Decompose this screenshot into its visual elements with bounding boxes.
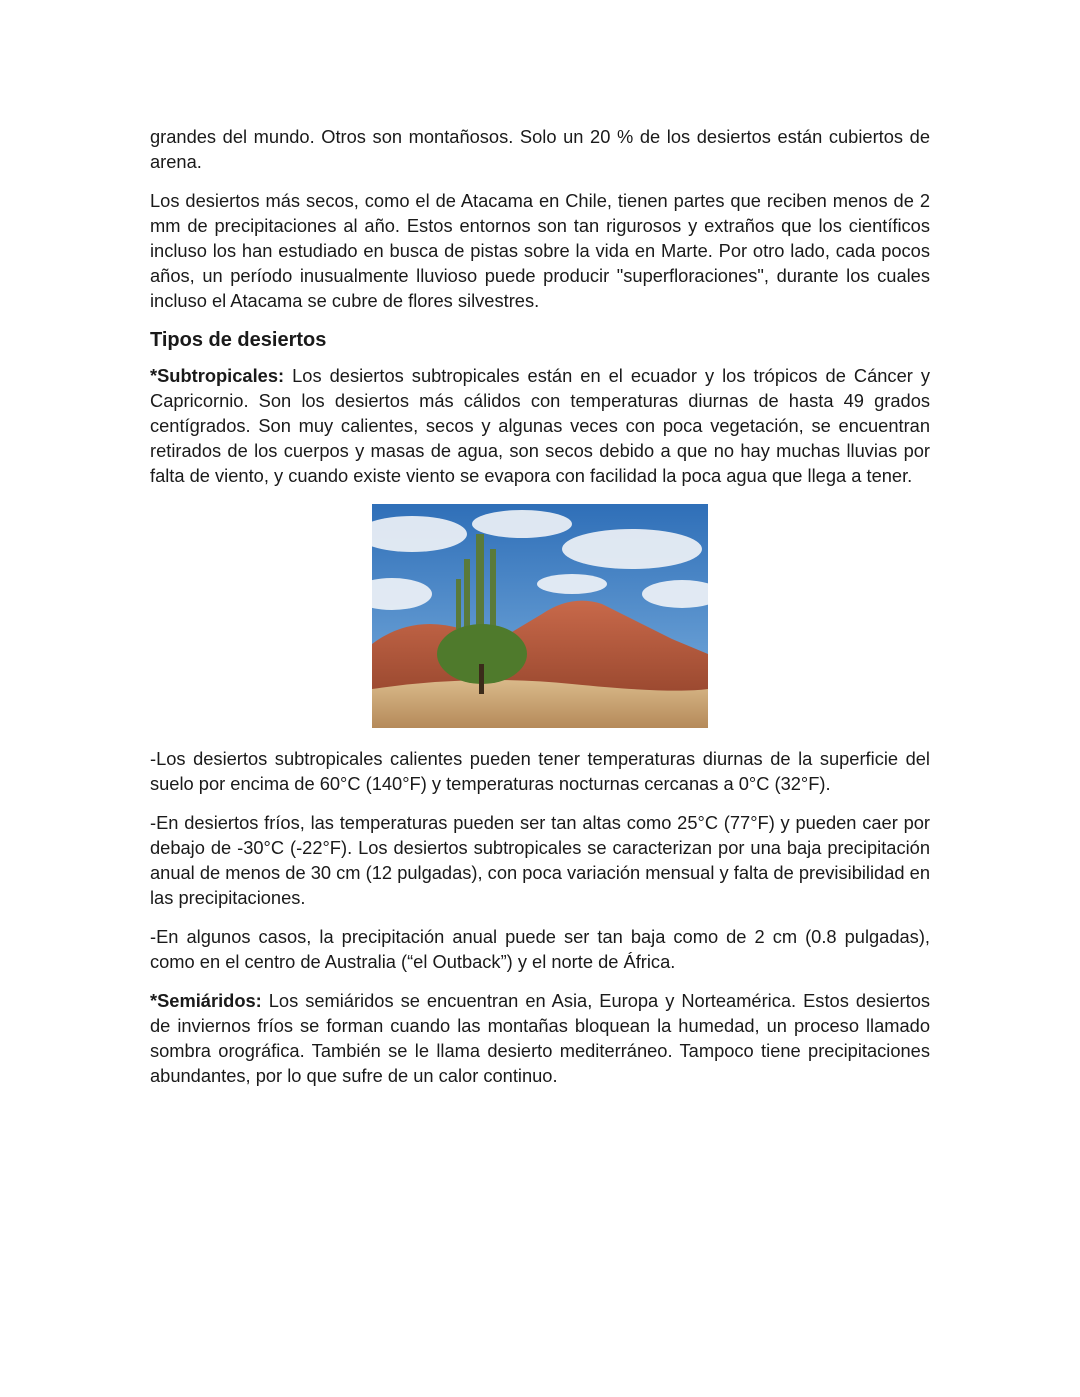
term-label: *Subtropicales: [150, 365, 285, 386]
paragraph-intro: grandes del mundo. Otros son montañosos. Solo un 20 % de los desiertos están cubiertos de arena. [150, 126, 930, 172]
term-text: Los desiertos subtropicales están en el ecuador y los trópicos de Cáncer y Capricornio. Son los desiertos más cálidos con temperaturas diurnas de hasta 49 grados centígrados. Son muy calientes, secos y algunas veces con poca vegetación, se encuentran retirados de los cuerpos y masas de agua, son secos debido a que no hay muchas lluvias por falta de viento, y cuando existe viento se evapora con facilidad la poca agua que llega a tener. [150, 365, 930, 486]
paragraph-semiaridos [150, 988, 930, 1088]
paragraph-atacama: Los desiertos más secos, como el de Atacama en Chile, tienen partes que reciben menos de 2 mm de precipitaciones al año. Estos entornos son tan rigurosos y extraños que los científicos incluso los han estudiado en busca de pistas sobre la vida en Marte. Por otro lado, cada pocos años, un período inusualmente lluvioso puede producir "superfloraciones", durante los cuales incluso el Atacama se cubre de flores silvestres. [150, 190, 930, 311]
section-heading: Tipos de desiertos [150, 329, 327, 351]
document-page [150, 124, 930, 1102]
desert-photo [372, 504, 708, 728]
paragraph-bullet-2: -En desiertos fríos, las temperaturas pueden ser tan altas como 25°C (77°F) y pueden caer por debajo de -30°C (-22°F). Los desiertos subtropicales se caracterizan por una baja precipitación anual de menos de 30 cm (12 pulgadas), con poca variación mensual y falta de previsibilidad en las precipitaciones. [150, 812, 930, 908]
paragraph-bullet-1: -Los desiertos subtropicales calientes pueden tener temperaturas diurnas de la superficie del suelo por encima de 60°C (140°F) y temperaturas nocturnas cercanas a 0°C (32°F). [150, 748, 930, 794]
term-label: *Semiáridos: [150, 990, 262, 1011]
paragraph-subtropicales [150, 363, 930, 488]
paragraph-bullet-3: -En algunos casos, la precipitación anual puede ser tan baja como de 2 cm (0.8 pulgadas), como en el centro de Australia (“el Outback”) y el norte de África. [150, 926, 930, 972]
term-text: Los semiáridos se encuentran en Asia, Europa y Norteamérica. Estos desiertos de inviernos fríos se forman cuando las montañas bloquean la humedad, un proceso llamado sombra orográfica. También se le llama desierto mediterráneo. Tampoco tiene precipitaciones abundantes, por lo que sufre de un calor continuo. [150, 990, 930, 1086]
